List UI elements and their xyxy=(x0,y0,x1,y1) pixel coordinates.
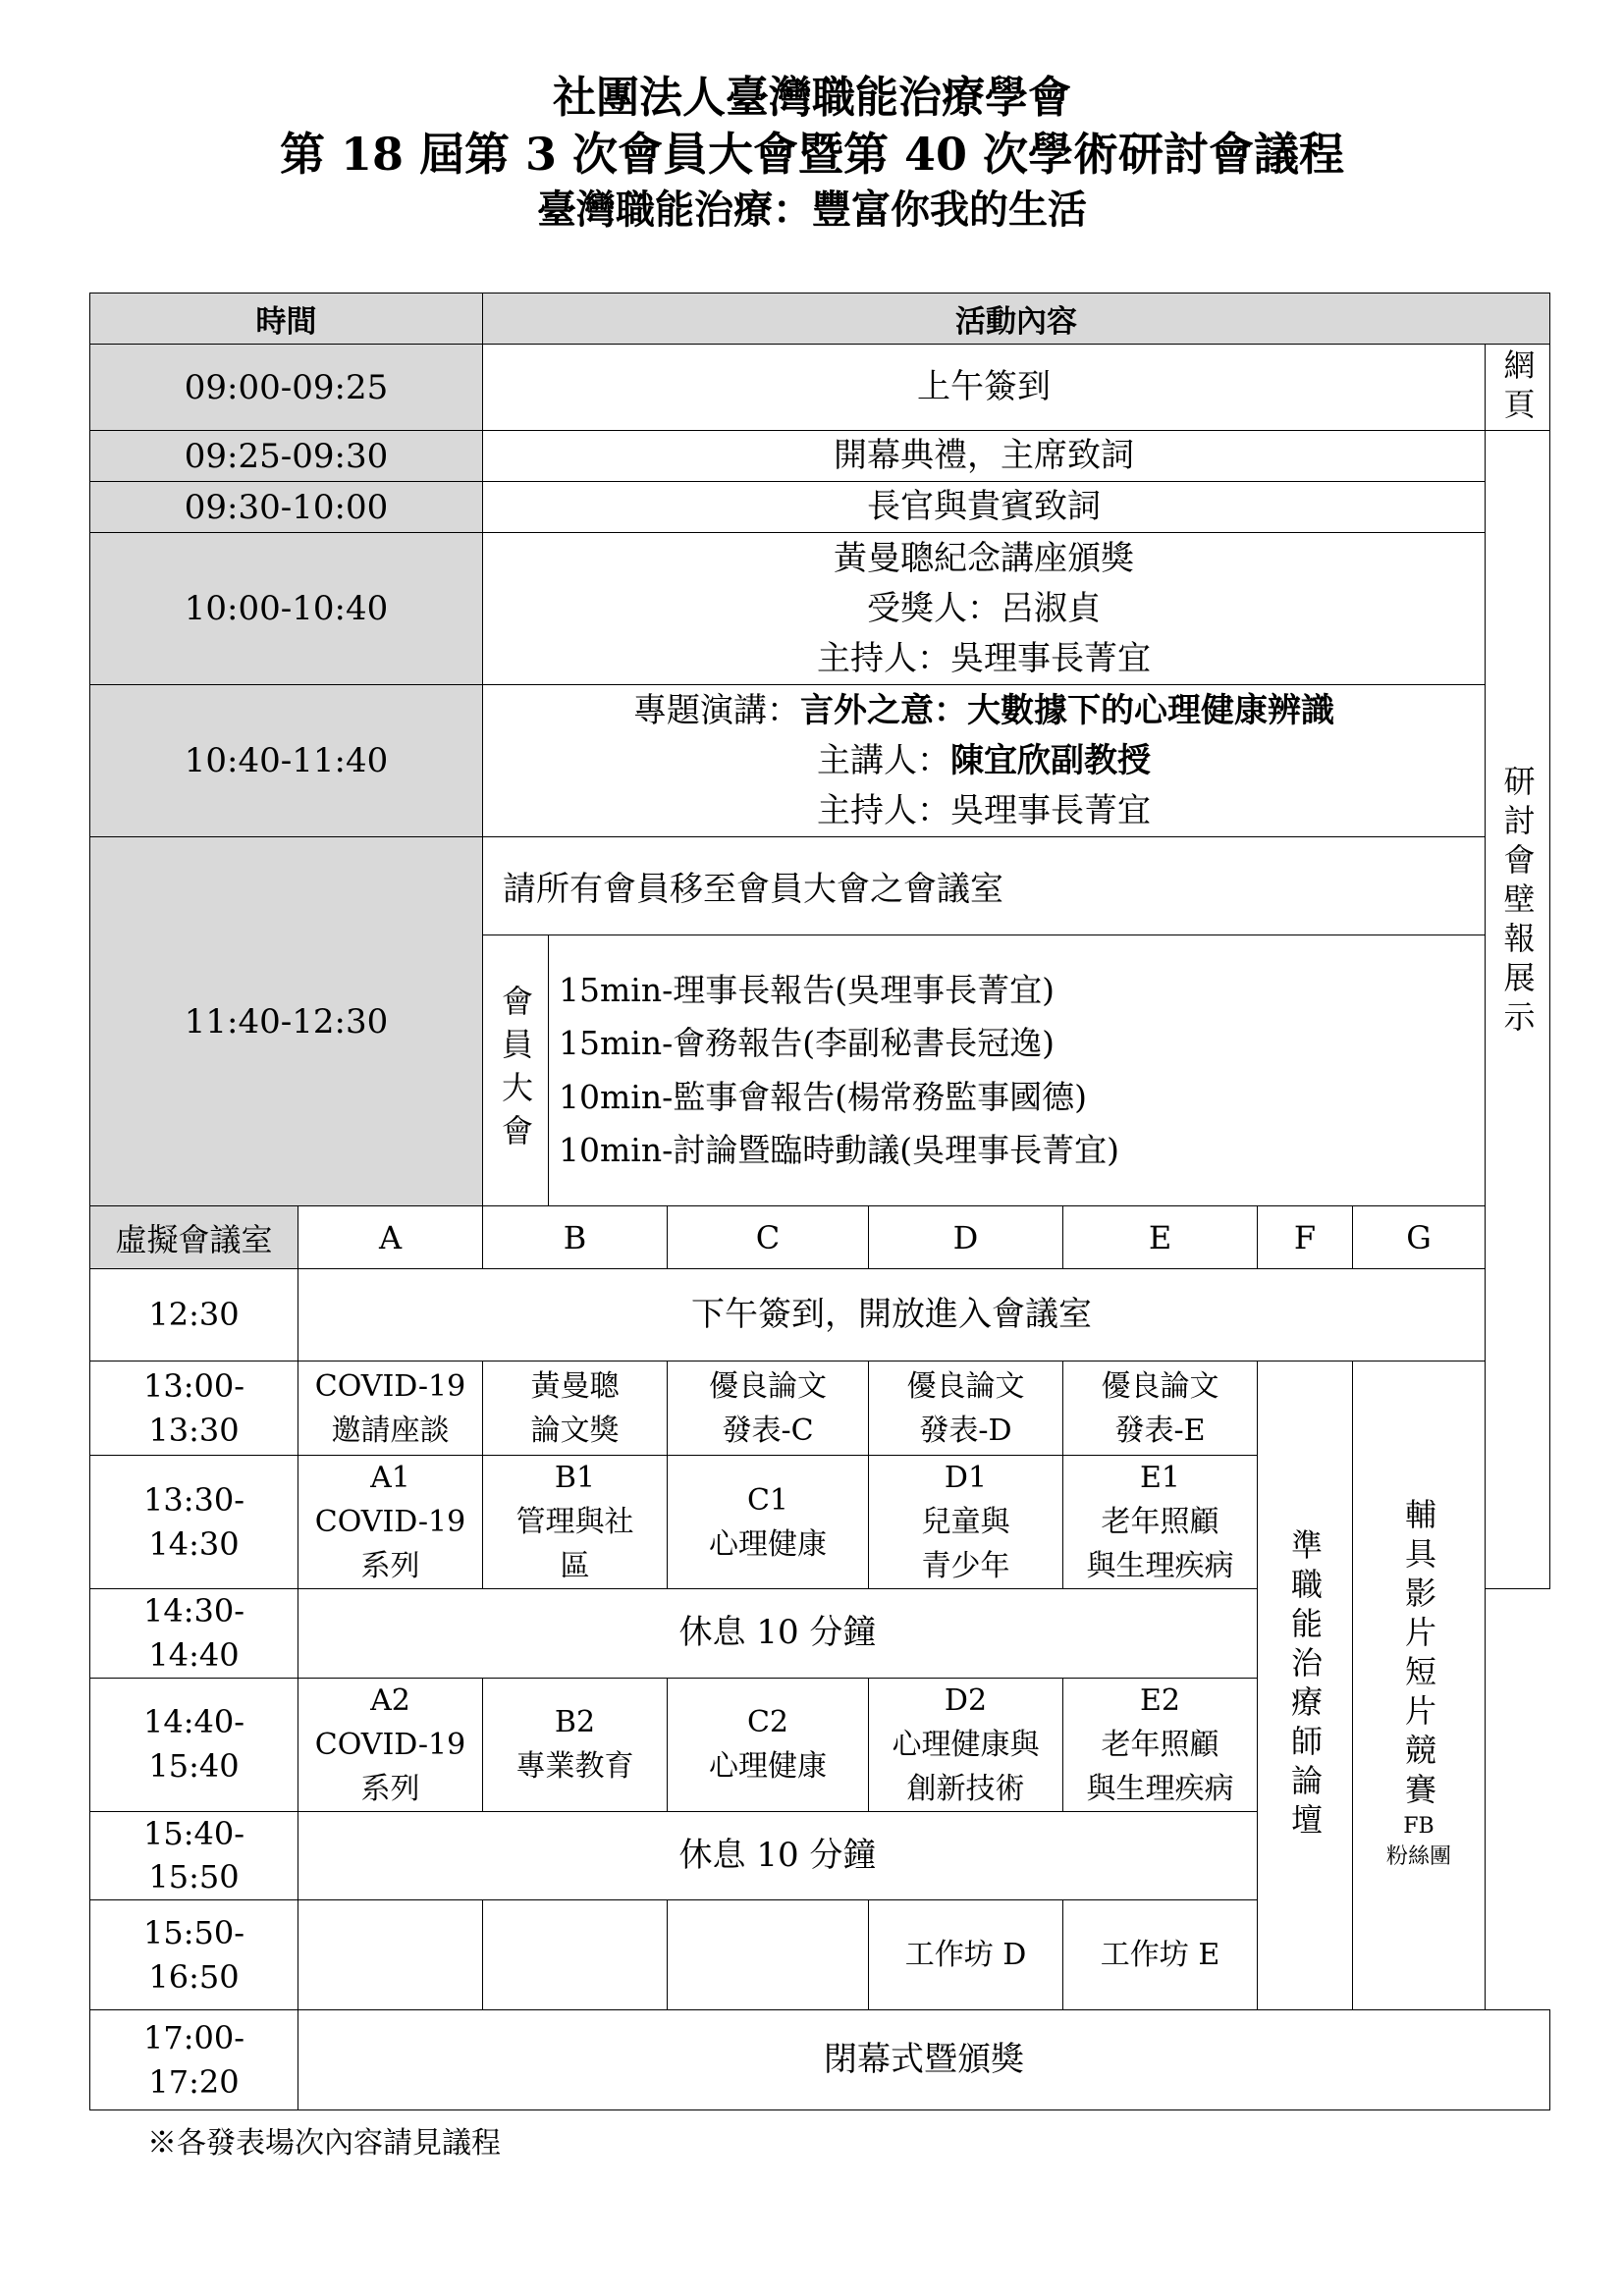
award-recipient: 受獎人：呂淑貞 xyxy=(867,588,1101,628)
workshop-d: 工作坊 D xyxy=(869,1900,1063,2010)
session-cell: B2 專業教育 xyxy=(483,1678,668,1811)
room-header: 虛擬會議室 xyxy=(90,1206,298,1269)
speaker-name: 陳宜欣副教授 xyxy=(950,740,1151,780)
session-cell: 黃曼聰 論文獎 xyxy=(483,1362,668,1456)
header-activity: 活動內容 xyxy=(483,294,1550,345)
time-cell: 11:40-12:30 xyxy=(90,837,483,1206)
room-d: D xyxy=(869,1206,1063,1269)
keynote-cell xyxy=(483,685,1486,837)
checkin-cell: 下午簽到，開放進入會議室 xyxy=(298,1269,1486,1362)
header-time: 時間 xyxy=(90,294,483,345)
workshop-e: 工作坊 E xyxy=(1063,1900,1258,2010)
room-g: G xyxy=(1353,1206,1486,1269)
session-cell: 優良論文 發表-E xyxy=(1063,1362,1258,1456)
assembly-item: 10min-討論暨臨時動議(吳理事長菁宜) xyxy=(559,1130,1119,1169)
session-cell: B1 管理與社 區 xyxy=(483,1456,668,1589)
break-cell: 休息 10 分鐘 xyxy=(298,1811,1258,1900)
activity-cell: 上午簽到 xyxy=(483,345,1486,431)
session-cell: A1 COVID-19 系列 xyxy=(298,1456,483,1589)
activity-cell: 開幕典禮，主席致詞 xyxy=(483,431,1486,482)
room-a: A xyxy=(298,1206,483,1269)
assembly-cell xyxy=(483,935,1486,1206)
contest-g: 輔具影片短片競賽 FB 粉絲團 xyxy=(1353,1362,1486,2010)
time-cell: 15:40- 15:50 xyxy=(90,1811,298,1900)
time-cell: 09:00-09:25 xyxy=(90,345,483,431)
session-cell: A2 COVID-19 系列 xyxy=(298,1678,483,1811)
time-cell: 17:00- 17:20 xyxy=(90,2010,298,2110)
assembly-item: 15min-會務報告(李副秘書長冠逸) xyxy=(559,1024,1055,1063)
award-line: 黃曼聰紀念講座頒獎 xyxy=(834,538,1134,578)
session-cell: COVID-19 邀請座談 xyxy=(298,1362,483,1456)
footnote: ※各發表場次內容請見議程 xyxy=(147,2126,501,2161)
time-cell: 15:50- 16:50 xyxy=(90,1900,298,2010)
time-cell: 10:40-11:40 xyxy=(90,685,483,837)
speaker-prefix: 主講人： xyxy=(817,740,950,780)
room-e: E xyxy=(1063,1206,1258,1269)
time-cell: 09:30-10:00 xyxy=(90,482,483,533)
forum-f: 準職能治療師論壇 xyxy=(1258,1362,1353,2010)
session-cell: E2 老年照顧 與生理疾病 xyxy=(1063,1678,1258,1811)
session-cell: D2 心理健康與 創新技術 xyxy=(869,1678,1063,1811)
time-cell: 14:40- 15:40 xyxy=(90,1678,298,1811)
activity-cell: 長官與貴賓致詞 xyxy=(483,482,1486,533)
time-cell: 12:30 xyxy=(90,1269,298,1362)
time-cell: 13:00- 13:30 xyxy=(90,1362,298,1456)
session-cell: C2 心理健康 xyxy=(668,1678,869,1811)
room-b: B xyxy=(483,1206,668,1269)
assembly-item: 15min-理事長報告(吳理事長菁宜) xyxy=(559,970,1055,1009)
room-f: F xyxy=(1258,1206,1353,1269)
empty-cell xyxy=(668,1900,869,2010)
empty-cell xyxy=(298,1900,483,2010)
keynote-topic: 言外之意：大數據下的心理健康辨識 xyxy=(800,690,1334,730)
assembly-items xyxy=(549,935,1486,1205)
org-title: 社團法人臺灣職能治療學會 xyxy=(553,73,1071,123)
web-label: 網頁 xyxy=(1486,345,1550,431)
keynote-host: 主持人：吳理事長菁宜 xyxy=(817,790,1151,830)
session-cell: C1 心理健康 xyxy=(668,1456,869,1589)
break-cell: 休息 10 分鐘 xyxy=(298,1589,1258,1679)
session-cell: D1 兒童與 青少年 xyxy=(869,1456,1063,1589)
session-cell: E1 老年照顧 與生理疾病 xyxy=(1063,1456,1258,1589)
closing-cell: 閉幕式暨頒獎 xyxy=(298,2010,1550,2110)
time-cell: 09:25-09:30 xyxy=(90,431,483,482)
time-cell: 13:30- 14:30 xyxy=(90,1456,298,1589)
award-host: 主持人：吳理事長菁宜 xyxy=(817,638,1151,678)
time-cell: 10:00-10:40 xyxy=(90,533,483,685)
assembly-notice: 請所有會員移至會員大會之會議室 xyxy=(483,837,1486,935)
keynote-prefix: 專題演講： xyxy=(633,690,800,730)
session-cell: 優良論文 發表-C xyxy=(668,1362,869,1456)
session-cell: 優良論文 發表-D xyxy=(869,1362,1063,1456)
award-cell xyxy=(483,533,1486,685)
assembly-label: 會員大會 xyxy=(483,935,549,1205)
room-c: C xyxy=(668,1206,869,1269)
theme-title: 臺灣職能治療：豐富你我的生活 xyxy=(537,187,1087,233)
schedule-table xyxy=(89,293,1550,2110)
poster-label: 研討會壁報展示 xyxy=(1486,431,1550,1589)
assembly-item: 10min-監事會報告(楊常務監事國德) xyxy=(559,1077,1087,1116)
time-cell: 14:30- 14:40 xyxy=(90,1589,298,1679)
empty-cell xyxy=(483,1900,668,2010)
meeting-title: 第 18 屆第 3 次會員大會暨第 40 次學術研討會議程 xyxy=(279,128,1345,181)
